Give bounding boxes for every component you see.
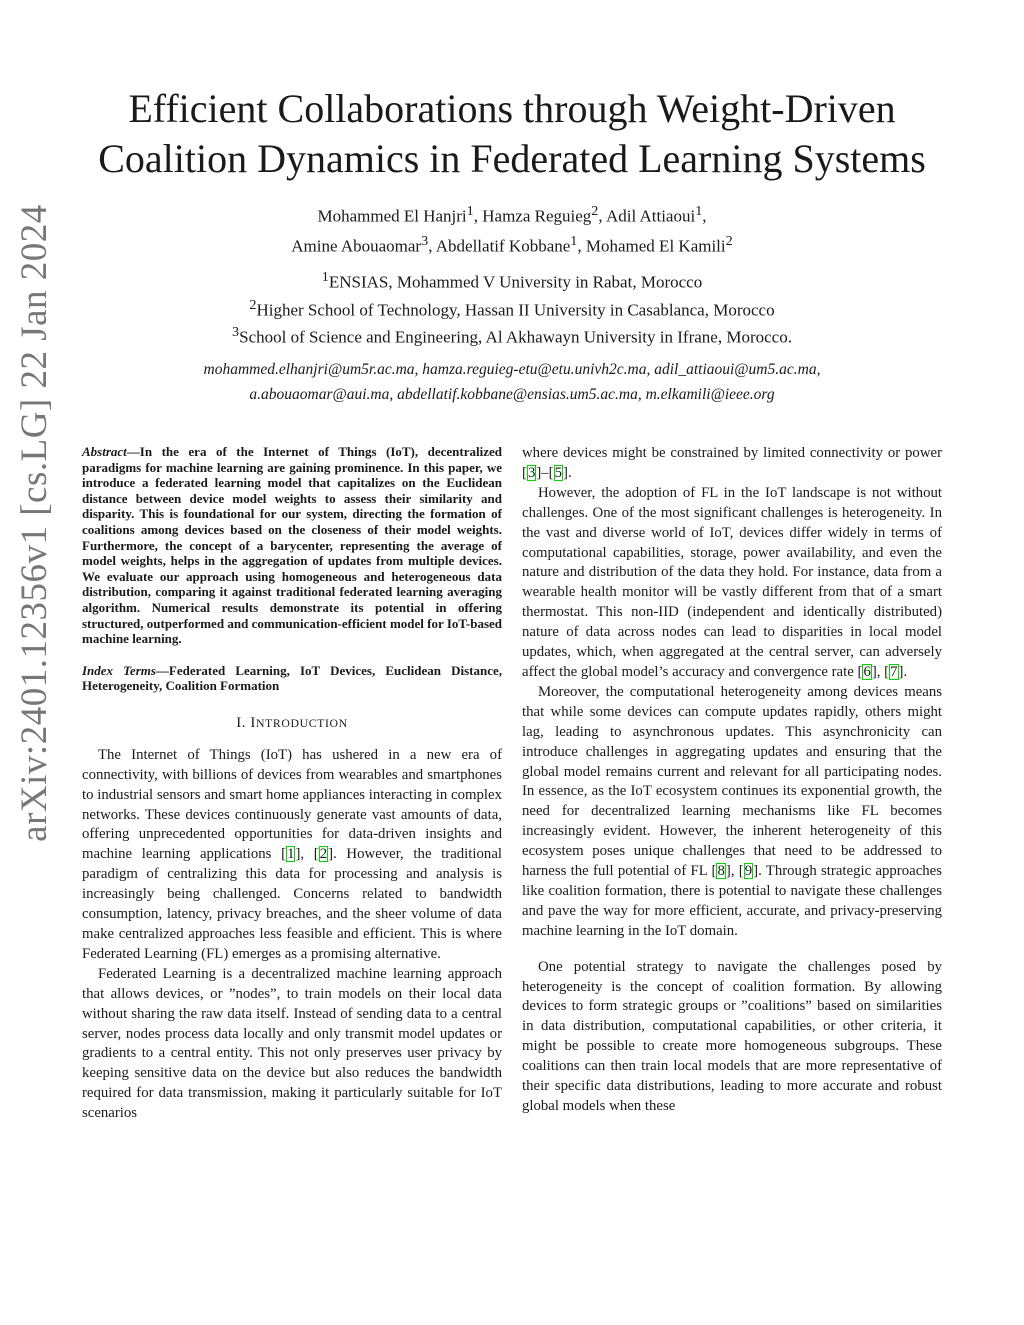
- section-numeral: I.: [236, 714, 251, 731]
- left-column: [82, 444, 502, 1124]
- index-terms-text: —Federated Learning, IoT Devices, Euclidean Distance, Heterogeneity, Coalition Formation: [82, 662, 502, 694]
- intro-paragraph-1: The Internet of Things (IoT) has ushered in a new era of connectivity, with billions of devices from wearables and smartphones to industrial sensors and smart home appliances interacting in complex networks. These devices continuously generate vast amounts of data, offering unprecedented opportunities for data-driven insights and machine learning applications [1], [2]. However, the traditional paradigm of centralizing this data for processing and analysis is increasingly being challenged. Concerns related to bandwidth consumption, latency, privacy breaches, and the sheer volume of data make centralized approaches less feasible and efficient. This is where Federated Learning (FL) emerges as a promising alternative.: [82, 746, 502, 962]
- paragraph-text: One potential strategy to navigate the challenges posed by heterogeneity is the concept of coalition formation. By allowing devices to form strategic groups or ”coalitions” based on similarities in data distribution, computational capabilities, or other criteria, it might be possible to create more homogeneous subgroups. These coalitions can then train local models that are more representative of their specific data distributions, leading to more accurate and robust global models when these: [522, 958, 942, 1114]
- affiliation-number: 2: [249, 296, 257, 313]
- index-terms: [82, 663, 502, 694]
- intro-paragraph-2: [82, 965, 502, 1124]
- affiliation-number: 1: [321, 269, 329, 285]
- author-name: Adil Attiaoui: [605, 206, 696, 226]
- affiliation-text: Higher School of Technology, Hassan II University in Casablanca, Morocco: [256, 300, 775, 320]
- title-line-1: Efficient Collaborations through Weight-Driven: [128, 86, 896, 131]
- paragraph-text: Through strategic approaches like coalition formation, there is potential to navigate these challenges and pave the way for more efficient, accurate, and privacy-preserving machine learning in the IoT domain.: [522, 863, 942, 939]
- affiliation-text: School of Science and Engineering, Al Akhawayn University in Ifrane, Morocco.: [239, 327, 792, 347]
- intro-paragraph-3: However, the adoption of FL in the IoT landscape is not without challenges. One of the most significant challenges is heterogeneity. In the vast and diverse world of IoT, devices differ widely in terms of computational capabilities, storage, power availability, and even the nature and distribution of the data they hold. For instance, data from a wearable health monitor will be vastly different from that of a smart thermostat. This non-IID (independent and identically distributed) nature of data across nodes can lead to disparities in local model updates, which, when aggregated at the central server, can adversely affect the global model’s accuracy and convergence rate [6], [7].: [522, 484, 942, 680]
- email-line-2: a.abouaomar@aui.ma, abdellatif.kobbane@ensias.um5.ac.ma, m.elkamili@ieee.org: [249, 386, 775, 403]
- author-affiliation-mark: 1: [695, 203, 703, 219]
- citation-link[interactable]: 7: [890, 663, 898, 680]
- title-line-2: Coalition Dynamics in Federated Learning Systems: [98, 136, 926, 181]
- paragraph-text: The Internet of Things (IoT) has ushered in a new era of connectivity, with billions of devices from wearables and smartphones to industrial sensors and smart home appliances interacting in complex networks. These devices continuously generate vast amounts of data, offering unprecedented opportunities for data-driven insights and machine learning applications: [82, 746, 502, 863]
- email-line-1: mohammed.elhanjri@um5r.ac.ma, hamza.reguieg-etu@etu.univh2c.ma, adil_attiaoui@um5.ac.ma,: [203, 361, 821, 378]
- author-affiliation-mark: 3: [421, 232, 429, 249]
- paper-title: [40, 84, 984, 184]
- affiliation-number: 3: [232, 324, 240, 341]
- citation-link[interactable]: 8: [717, 863, 725, 880]
- affiliation-1: [100, 266, 924, 294]
- citation-link[interactable]: 2: [319, 846, 328, 863]
- citation-link[interactable]: 3: [527, 464, 536, 481]
- author-line-2: Amine Abouaomar$^3$, Abdellatif Kobbane$^1$, Mohamed El Kamili$^2$: [291, 232, 733, 256]
- affiliation-text: ENSIAS, Mohammed V University in Rabat, Morocco: [328, 272, 703, 292]
- author-name: Hamza Reguieg: [482, 206, 592, 226]
- author-affiliation-mark: 1: [570, 232, 578, 249]
- paragraph-text: where devices might be constrained by limited connectivity or power: [522, 445, 942, 461]
- author-list: [100, 199, 924, 258]
- author-name: Mohammed El Hanjri: [317, 206, 467, 226]
- abstract-text: —In the era of the Internet of Things (IoT), decentralized paradigms for machine learning are gaining prominence. In this paper, we introduce a federated learning model that capitalizes on the Euclidean distance between device model weights to assess their similarity and disparity. This is foundational for our system, directing the formation of coalitions among devices based on the closeness of their model weights. Furthermore, the concept of a barycenter, representing the average of model weights, helps in the aggregation of updates from multiple devices. We evaluate our approach using homogeneous and heterogeneous data distribution, comparing it against traditional federated learning averaging algorithm. Numerical results demonstrate its potential in offering structured, outperformed and communication-efficient model for IoT-based machine learning.: [82, 444, 502, 647]
- section-heading-introduction: [82, 714, 502, 734]
- index-terms-label: Index Terms: [82, 662, 156, 678]
- intro-paragraph-5: [522, 958, 942, 1117]
- affiliation-3: [100, 321, 924, 349]
- intro-paragraph-2-continued: where devices might be constrained by limited connectivity or power [3]–[5].: [522, 445, 942, 481]
- author-affiliation-mark: 2: [591, 203, 599, 219]
- abstract: [82, 444, 502, 647]
- right-column: [522, 444, 942, 1117]
- section-title-rest: NTRODUCTION: [255, 715, 348, 730]
- author-affiliation-mark: 2: [725, 232, 733, 249]
- abstract-label: Abstract: [82, 444, 127, 459]
- paragraph-text: Federated Learning is a decentralized machine learning approach that allows devices, or ”nodes”, to train models on their local data without sharing the raw data itself. Instead of sending data to a central server, nodes process data locally and only transmit model updates or gradients to a central entity. This not only preserves user privacy by keeping sensitive data on the device but also reduces the bandwidth required for data transmission, making it particularly suitable for IoT scenarios: [82, 965, 502, 1122]
- citation-link[interactable]: 5: [554, 464, 563, 481]
- citation-link[interactable]: 6: [863, 663, 871, 680]
- citation-link[interactable]: 9: [744, 863, 753, 880]
- paragraph-text: However, the adoption of FL in the IoT landscape is not without challenges. One of the most significant challenges is heterogeneity. In the vast and diverse world of IoT, devices differ widely in terms of computational capabilities, storage, power availability, and even the nature and distribution of the data they hold. For instance, data from a wearable health monitor will be vastly different from that of a smart thermostat. This non-IID (independent and identically distributed) nature of data across nodes can lead to disparities in local model updates, which, when aggregated at the central server, can adversely affect the global model’s accuracy and convergence rate: [522, 484, 942, 680]
- email-list: [60, 357, 964, 407]
- section-first-letter: I: [250, 714, 256, 731]
- intro-paragraph-4: Moreover, the computational heterogeneity among devices means that while some devices can compute updates rapidly, others might lag, leading to asynchronous updates. This asynchronicity can introduce challenges in aggregating updates and ensuring that the global model remains current and relevant for all participating nodes. In essence, as the IoT ecosystem continues its exponential growth, the need for decentralized learning mechanisms like FL becomes increasingly evident. However, the inherent heterogeneity of this ecosystem poses unique challenges that need to be addressed to harness the full potential of FL [8], [9]. Through strategic approaches like coalition formation, there is potential to navigate these challenges and pave the way for more efficient, accurate, and privacy-preserving machine learning in the IoT domain.: [522, 683, 942, 939]
- affiliation-list: [100, 266, 924, 349]
- author-name: Mohamed El Kamili: [585, 236, 726, 256]
- arxiv-identifier: arXiv:2401.12356v1 [cs.LG] 22 Jan 2024: [14, 204, 55, 842]
- author-name: Abdellatif Kobbane: [435, 236, 571, 256]
- affiliation-2: [100, 294, 924, 322]
- paragraph-text: However, the traditional paradigm of centralizing this data for processing and analysis is increasingly being challenged. Concerns related to bandwidth consumption, latency, privacy breaches, and the sheer volume of data make centralized approaches less feasible and efficient. This is where Federated Learning (FL) emerges as a promising alternative.: [82, 846, 502, 962]
- author-affiliation-mark: 1: [466, 203, 474, 219]
- author-name: Amine Abouaomar: [291, 236, 422, 256]
- citation-link[interactable]: 1: [287, 846, 295, 863]
- paragraph-text: Moreover, the computational heterogeneity among devices means that while some devices can compute updates rapidly, others might lag, leading to asynchronous updates. This asynchronicity can introduce challenges in aggregating updates and ensuring that the global model remains current and relevant for all participating nodes. In essence, as the IoT ecosystem continues its exponential growth, the need for decentralized learning mechanisms like FL becomes increasingly evident. However, the inherent heterogeneity of this ecosystem poses unique challenges that need to be addressed to harness the full potential of FL: [522, 683, 942, 880]
- author-line-1: Mohammed El Hanjri$^1$, Hamza Reguieg$^2$, Adil Attiaoui$^1$,: [317, 203, 707, 226]
